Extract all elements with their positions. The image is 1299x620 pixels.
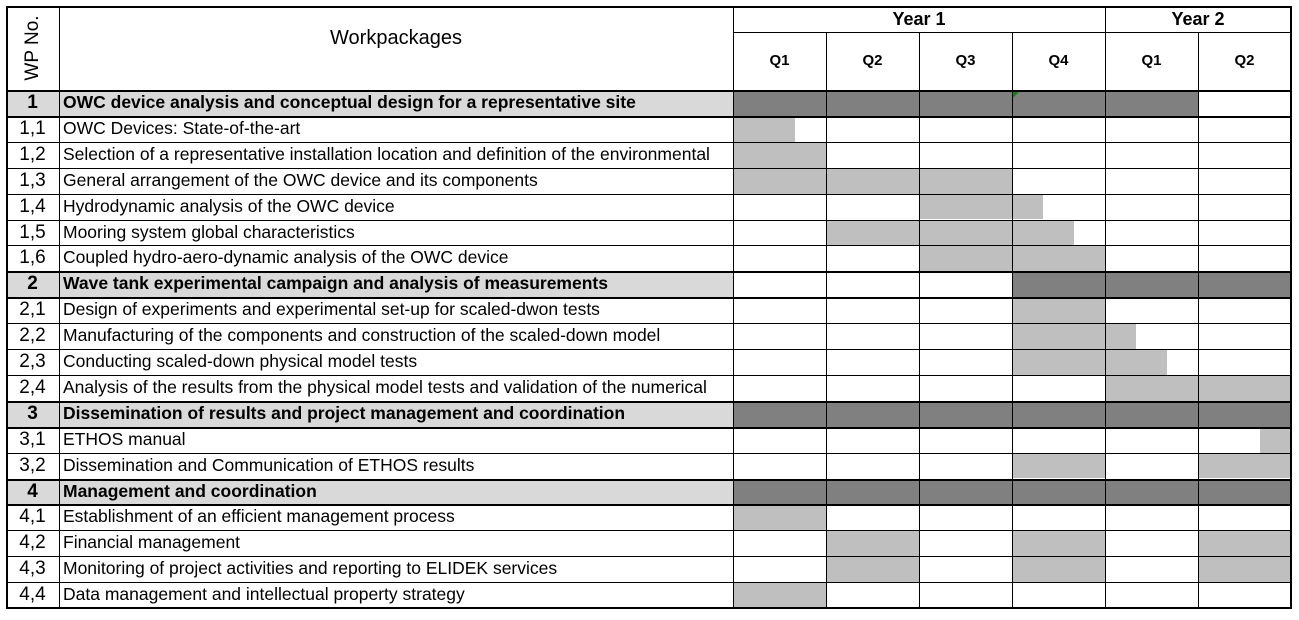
wp-no-header-label: WP No. — [21, 15, 43, 81]
wp-number: 1,2 — [19, 143, 46, 165]
grid-line — [6, 142, 1291, 143]
wp-number: 3 — [27, 402, 38, 424]
wp-number: 1,4 — [19, 195, 46, 217]
workpackage-title: Analysis of the results from the physical model tests and validation of the numerical — [63, 376, 707, 397]
workpackage-title: Monitoring of project activities and reporting to ELIDEK services — [63, 558, 558, 579]
task-bar — [733, 582, 826, 608]
task-bar — [1012, 297, 1105, 323]
workpackages-header: Workpackages — [330, 27, 462, 49]
grid-line — [6, 220, 1291, 221]
grid-line — [6, 245, 1291, 246]
task-bar — [1260, 427, 1291, 453]
grid-line — [59, 6, 60, 608]
grid-line — [1105, 6, 1106, 32]
task-bar — [733, 116, 795, 142]
workpackage-title: Design of experiments and experimental set-up for scaled-dwon tests — [63, 299, 600, 320]
task-bar — [1198, 530, 1291, 556]
wp-no-header — [6, 6, 59, 90]
task-bar — [1012, 556, 1105, 582]
cell-comment-marker — [1013, 91, 1020, 98]
task-bar — [1012, 349, 1167, 375]
wp-number: 4,1 — [19, 506, 46, 528]
quarter-header: Q1 — [1141, 52, 1162, 69]
task-bar — [733, 168, 1012, 194]
task-bar — [1198, 556, 1291, 582]
grid-line — [6, 607, 1292, 609]
grid-line — [6, 297, 1291, 299]
workpackage-title: Dissemination of results and project management and coordination — [63, 402, 626, 423]
grid-line — [6, 453, 1291, 454]
task-bar — [733, 504, 826, 530]
wp-number: 2,3 — [19, 351, 46, 372]
task-bar — [826, 530, 919, 556]
wp-number: 4,4 — [19, 584, 46, 606]
workpackage-title: General arrangement of the OWC device and its components — [63, 169, 538, 190]
grid-line — [6, 323, 1291, 324]
grid-line — [6, 530, 1291, 531]
quarter-header: Q2 — [1234, 52, 1255, 69]
grid-line — [6, 6, 8, 608]
group-bar — [733, 90, 1198, 116]
grid-line — [826, 32, 827, 608]
quarter-header: Q1 — [769, 52, 790, 69]
quarter-header: Q4 — [1048, 52, 1069, 69]
grid-line — [6, 349, 1291, 350]
grid-line — [6, 479, 1291, 481]
group-bar — [1012, 271, 1291, 297]
wp-number: 4 — [27, 480, 38, 502]
workpackage-title: Conducting scaled-down physical model tests — [63, 351, 418, 371]
workpackage-title: Coupled hydro-aero-dynamic analysis of the OWC device — [63, 247, 509, 268]
workpackage-title: Dissemination and Communication of ETHOS results — [63, 454, 475, 475]
grid-line — [1198, 32, 1199, 608]
task-bar — [1012, 530, 1105, 556]
wp-number: 2 — [27, 273, 38, 295]
workpackage-title: Data management and intellectual property strategy — [63, 584, 465, 605]
wp-number: 1,1 — [19, 117, 46, 139]
grid-line — [6, 194, 1291, 195]
gantt-table — [6, 6, 1291, 608]
quarter-header: Q2 — [862, 52, 883, 69]
grid-line — [6, 116, 1291, 118]
grid-line — [1290, 6, 1292, 608]
workpackage-title: Establishment of an efficient management process — [63, 506, 455, 527]
workpackage-title: Hydrodynamic analysis of the OWC device — [63, 195, 395, 216]
workpackage-title: Manufacturing of the components and construction of the scaled-down model — [63, 325, 661, 346]
task-bar — [826, 220, 1074, 246]
wp-number: 2,1 — [19, 299, 46, 321]
grid-line — [733, 6, 734, 608]
workpackage-title: OWC Devices: State-of-the-art — [63, 117, 301, 138]
year-header: Year 2 — [1171, 9, 1225, 29]
wp-number: 4,3 — [19, 558, 46, 580]
grid-line — [1105, 32, 1106, 608]
workpackage-title: OWC device analysis and conceptual design for a representative site — [63, 92, 636, 112]
grid-line — [6, 401, 1291, 403]
wp-number: 1,6 — [19, 247, 46, 269]
wp-number: 1,5 — [19, 221, 46, 243]
grid-line — [6, 90, 1291, 92]
task-bar — [826, 556, 919, 582]
year-header: Year 1 — [892, 9, 946, 29]
workpackage-title: Financial management — [63, 532, 241, 553]
grid-line — [6, 375, 1291, 376]
task-bar — [733, 142, 826, 168]
wp-number: 1 — [27, 92, 38, 113]
wp-number: 2,2 — [19, 325, 46, 347]
task-bar — [1012, 323, 1136, 349]
workpackage-title: Management and coordination — [63, 480, 317, 501]
grid-line — [919, 32, 920, 608]
wp-number: 3,1 — [19, 428, 46, 450]
grid-line — [6, 427, 1291, 429]
wp-number: 3,2 — [19, 454, 46, 476]
grid-line — [6, 168, 1291, 169]
grid-line — [6, 504, 1291, 506]
task-bar — [919, 194, 1043, 220]
wp-number: 2,4 — [19, 376, 46, 398]
grid-line — [6, 271, 1291, 273]
wp-number: 4,2 — [19, 532, 46, 554]
grid-line — [6, 6, 1291, 8]
wp-number: 1,3 — [19, 169, 46, 191]
workpackage-title: Mooring system global characteristics — [63, 221, 355, 242]
grid-line — [6, 582, 1291, 583]
task-bar — [1198, 453, 1291, 479]
task-bar — [1012, 453, 1105, 479]
workpackage-title: Selection of a representative installation location and definition of the environmental — [63, 143, 710, 164]
workpackage-title: ETHOS manual — [63, 428, 186, 449]
quarter-header: Q3 — [955, 52, 976, 69]
workpackage-title: Wave tank experimental campaign and analysis of measurements — [63, 273, 608, 294]
grid-line — [1012, 32, 1013, 608]
grid-line — [6, 556, 1291, 557]
